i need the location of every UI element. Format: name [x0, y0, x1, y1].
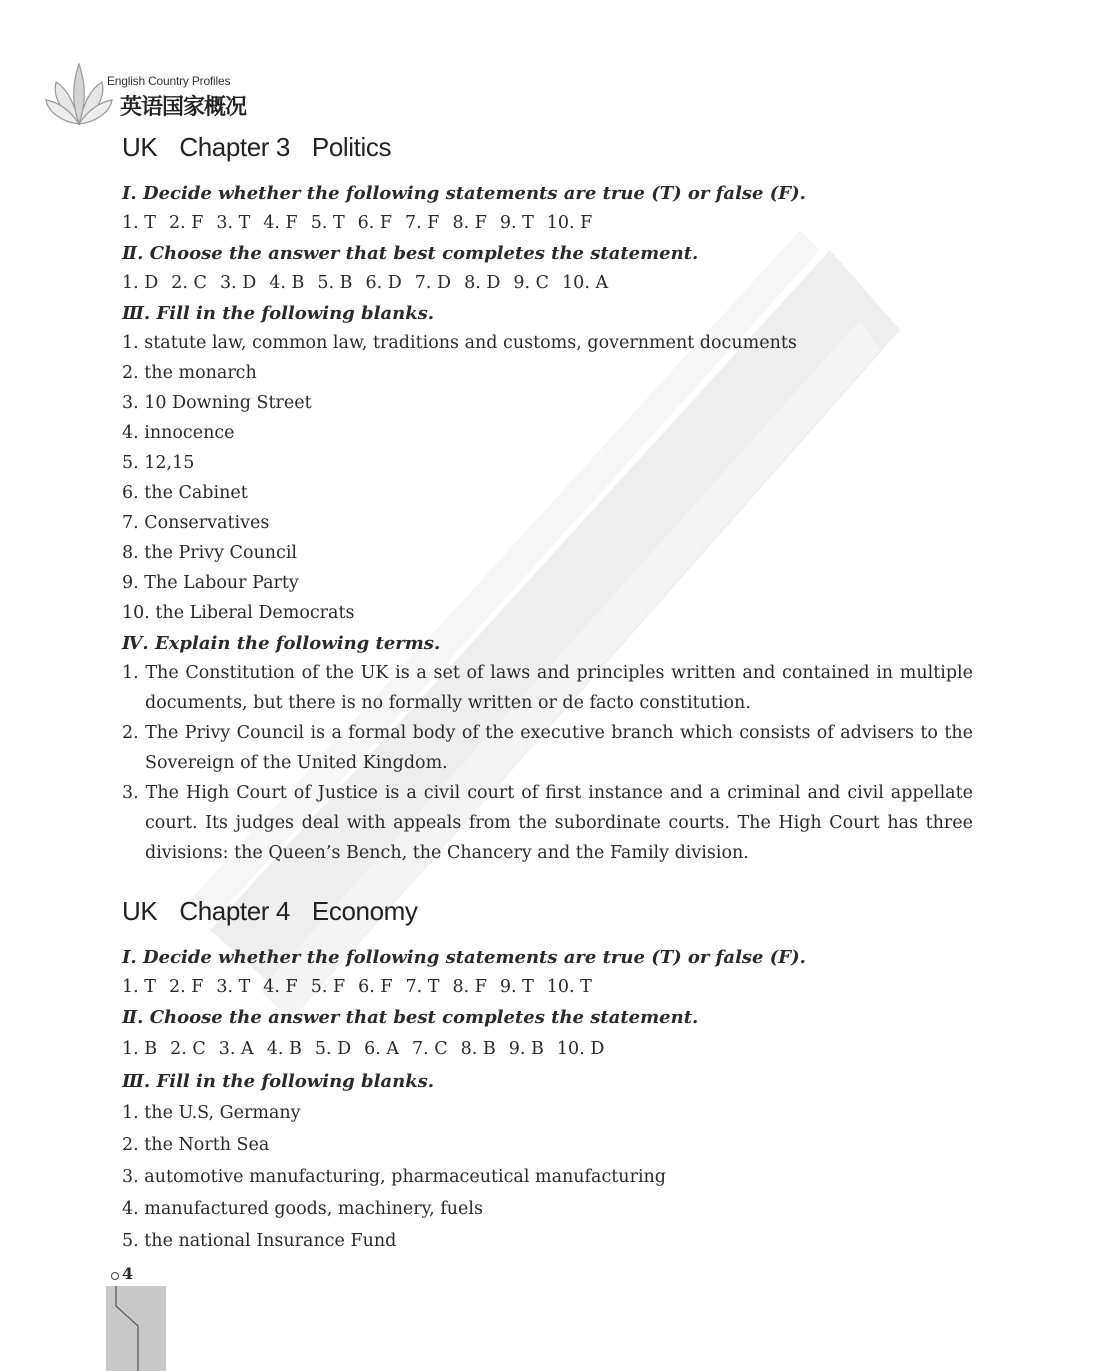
- answer: 5. T: [310, 213, 345, 233]
- section-heading: Ⅲ. Fill in the following blanks.: [122, 303, 435, 324]
- answer-row: [122, 1038, 617, 1060]
- answer: 2. C: [171, 273, 207, 293]
- answer: 4. B: [266, 1039, 302, 1059]
- answer: 2. C: [170, 1039, 206, 1059]
- chapter-country: UK: [122, 896, 158, 926]
- list-item: 5. the national Insurance Fund: [122, 1231, 397, 1251]
- list-item: 2. the North Sea: [122, 1135, 270, 1155]
- answer: 6. D: [365, 273, 402, 293]
- answer: 9. C: [513, 273, 550, 293]
- answer: 1. T: [122, 977, 156, 997]
- list-item: 7. Conservatives: [122, 513, 270, 533]
- answer: 7. D: [414, 273, 452, 293]
- answer: 9. T: [499, 213, 534, 233]
- answer: 5. D: [314, 1039, 352, 1059]
- answer: 2. F: [168, 977, 204, 997]
- answer: 4. F: [263, 977, 298, 997]
- chapter-number: Chapter 3: [179, 132, 290, 162]
- answer: 9. B: [508, 1039, 544, 1059]
- answer: 3. T: [216, 213, 251, 233]
- list-item: 9. The Labour Party: [122, 573, 299, 593]
- list-item: 3. 10 Downing Street: [122, 393, 312, 413]
- section-heading: Ⅱ. Choose the answer that best completes the statement.: [122, 243, 699, 264]
- answer: 8. F: [452, 213, 487, 233]
- list-item: 2. the monarch: [122, 363, 257, 383]
- term-explanation: 1. The Constitution of the UK is a set of laws and principles written and contained in multiple documents, but there is no formally written or de facto constitution.: [122, 663, 973, 713]
- section-heading: Ⅰ. Decide whether the following statements are true (T) or false (F).: [122, 183, 806, 204]
- header-title: 英语国家概况: [120, 95, 247, 120]
- answer: 8. D: [464, 273, 501, 293]
- term-explanation: 2. The Privy Council is a formal body of the executive branch which consists of advisers to the Sovereign of the United Kingdom.: [122, 723, 973, 773]
- section-heading: Ⅰ. Decide whether the following statements are true (T) or false (F).: [122, 947, 806, 968]
- answer: 2. F: [168, 213, 204, 233]
- answer: 6. F: [358, 977, 393, 997]
- answer: 7. C: [412, 1039, 448, 1059]
- chapter-3-title: [122, 132, 413, 163]
- answer: 9. T: [499, 977, 534, 997]
- answer: 10. A: [562, 273, 609, 293]
- answer: 3. D: [219, 273, 257, 293]
- list-item: 3. automotive manufacturing, pharmaceutical manufacturing: [122, 1167, 667, 1187]
- answer-row: [122, 272, 621, 294]
- list-item: 1. the U.S, Germany: [122, 1103, 301, 1123]
- answer: 4. F: [263, 213, 298, 233]
- list-item: 4. innocence: [122, 423, 235, 443]
- answer: 1. D: [122, 273, 159, 293]
- header-subtitle: English Country Profiles: [107, 74, 231, 88]
- answer: 6. F: [357, 213, 393, 233]
- answer: 1. B: [122, 1039, 158, 1059]
- answer-row: [122, 212, 605, 234]
- answer-row: [122, 976, 605, 998]
- answer: 4. B: [269, 273, 305, 293]
- answer: 10. F: [546, 213, 593, 233]
- page-dot-icon: [111, 1272, 119, 1280]
- answer: 5. B: [317, 273, 353, 293]
- chapter-number: Chapter 4: [179, 896, 290, 926]
- page-tab-icon: [106, 1286, 166, 1371]
- list-item: 5. 12,15: [122, 453, 195, 473]
- term-explanation: 3. The High Court of Justice is a civil court of first instance and a criminal and civil appellate court. Its judges deal with appeals from the subordinate courts. The High Court has three divisions: the Queen’s Bench, the Chancery and the Family division.: [122, 783, 973, 863]
- answer: 6. A: [364, 1039, 400, 1059]
- list-item: 4. manufactured goods, machinery, fuels: [122, 1199, 483, 1219]
- list-item: 6. the Cabinet: [122, 483, 248, 503]
- answer: 10. D: [556, 1039, 605, 1059]
- lotus-flower-logo-icon: [44, 54, 114, 130]
- chapter-country: UK: [122, 132, 158, 162]
- answer: 8. B: [460, 1039, 496, 1059]
- list-item: 10. the Liberal Democrats: [122, 603, 355, 623]
- chapter-4-title: [122, 896, 440, 927]
- answer: 7. T: [405, 977, 440, 997]
- answer: 8. F: [452, 977, 487, 997]
- chapter-topic: Economy: [311, 896, 418, 926]
- page-number: 4: [122, 1264, 134, 1283]
- list-item: 1. statute law, common law, traditions and customs, government documents: [122, 333, 797, 353]
- chapter-topic: Politics: [311, 132, 392, 162]
- list-item: 8. the Privy Council: [122, 543, 298, 563]
- section-heading: Ⅱ. Choose the answer that best completes the statement.: [122, 1007, 699, 1028]
- answer: 7. F: [405, 213, 440, 233]
- answer: 3. A: [218, 1039, 254, 1059]
- answer: 5. F: [310, 977, 346, 997]
- section-heading: Ⅳ. Explain the following terms.: [122, 633, 441, 654]
- answer: 10. T: [546, 977, 592, 997]
- section-heading: Ⅲ. Fill in the following blanks.: [122, 1071, 435, 1092]
- answer: 3. T: [216, 977, 251, 997]
- answer: 1. T: [122, 213, 156, 233]
